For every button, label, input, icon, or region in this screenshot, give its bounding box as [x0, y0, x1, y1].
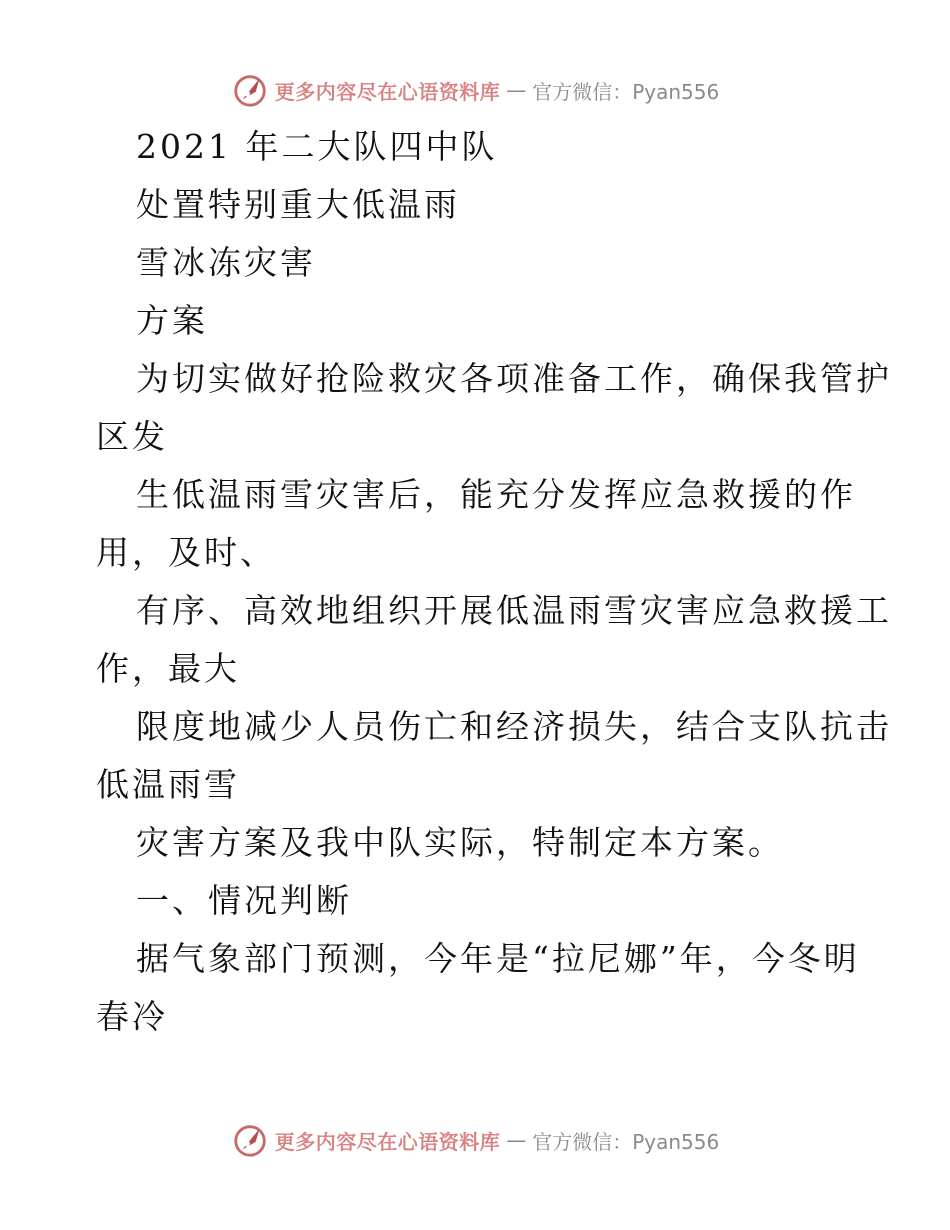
doc-line-14: 一、情况判断: [136, 881, 352, 920]
doc-line-13: 灾害方案及我中队实际，特制定本方案。: [136, 823, 784, 862]
doc-line-5: 为切实做好抢险救灾各项准备工作，确保我管护: [136, 359, 892, 398]
doc-line-1: 2021 年二大队四中队: [136, 127, 498, 166]
doc-line-12: 低温雨雪: [96, 765, 240, 804]
header-wechat-text: 官方微信：Pyan556: [532, 79, 720, 104]
doc-line-11: 限度地减少人员伤亡和经济损失，结合支队抗击: [136, 707, 892, 746]
doc-line-15: 据气象部门预测，今年是“拉尼娜”年，今冬明: [136, 939, 860, 978]
doc-line-8: 用，及时、: [96, 533, 276, 572]
header-brand-text: 更多内容尽在心语资料库: [274, 79, 501, 104]
doc-line-9: 有序、高效地组织开展低温雨雪灾害应急救援工: [136, 591, 892, 630]
footer-wechat-text: 官方微信：Pyan556: [532, 1129, 720, 1154]
doc-line-3: 雪冰冻灾害: [136, 243, 316, 282]
footer-dash: —: [506, 1128, 527, 1152]
doc-line-6: 区发: [96, 417, 168, 456]
header-dash: —: [506, 78, 527, 102]
doc-line-10: 作，最大: [96, 649, 240, 688]
quill-circle-icon: [231, 71, 269, 109]
doc-line-4: 方案: [136, 301, 208, 340]
document-body: [96, 118, 892, 1046]
doc-line-7: 生低温雨雪灾害后，能充分发挥应急救援的作: [136, 475, 856, 514]
footer-banner: [0, 1118, 950, 1162]
doc-line-16: 春冷: [96, 997, 168, 1036]
footer-brand-text: 更多内容尽在心语资料库: [274, 1129, 501, 1154]
header-banner: [0, 68, 950, 112]
doc-line-2: 处置特别重大低温雨: [136, 185, 460, 224]
quill-circle-icon: [231, 1121, 269, 1159]
